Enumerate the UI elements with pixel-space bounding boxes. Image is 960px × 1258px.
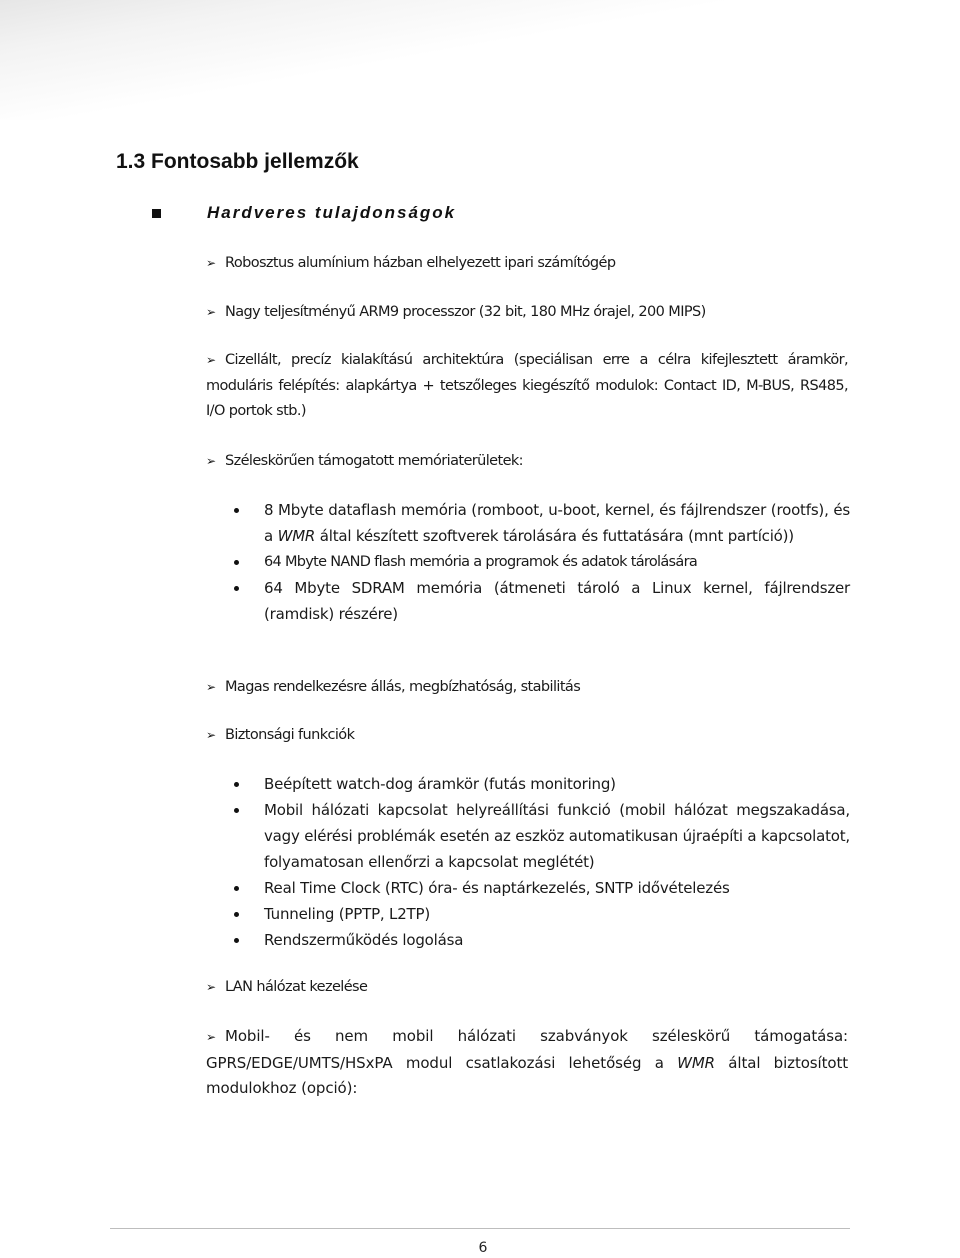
subsection-title: Hardveres tulajdonságok xyxy=(207,203,457,222)
list-item: Rendszerműködés logolása xyxy=(232,927,850,953)
subsection-heading xyxy=(152,203,456,223)
feature-text: Biztonsági funkciók xyxy=(225,727,355,743)
bullet-dot-icon xyxy=(234,508,239,513)
list-item: Beépített watch-dog áramkör (futás monitoring) xyxy=(232,771,850,797)
feature-text: Széleskörűen támogatott memóriaterületek: xyxy=(225,453,523,469)
list-item: Tunneling (PPTP, L2TP) xyxy=(232,901,850,927)
page-number: 6 xyxy=(478,1240,488,1256)
list-item: 64 Mbyte NAND flash memória a programok és adatok tárolására xyxy=(232,549,850,575)
square-bullet-icon xyxy=(152,209,161,218)
feature-item xyxy=(206,300,848,326)
arrow-bullet-icon: ➢ xyxy=(206,454,216,468)
security-list xyxy=(232,771,850,953)
bullet-dot-icon xyxy=(234,560,239,565)
list-item: Real Time Clock (RTC) óra- és naptárkezelés, SNTP idővételezés xyxy=(232,875,850,901)
feature-item xyxy=(206,251,848,277)
list-item: 8 Mbyte dataflash memória (romboot, u-boot, kernel, és fájlrendszer (rootfs), és a WMR által készített szoftverek tárolására és futtatására (mnt partíció)) xyxy=(232,497,850,549)
section-heading: 1.3 Fontosabb jellemzők xyxy=(116,150,359,173)
list-item: Mobil hálózati kapcsolat helyreállítási funkció (mobil hálózat megszakadása, vagy elérési problémák esetén az eszköz automatikusan újraépíti a kapcsolatot, folyamatosan ellenőrzi a kapcsolat meglétét) xyxy=(232,797,850,875)
arrow-bullet-icon: ➢ xyxy=(206,305,216,319)
arrow-bullet-icon: ➢ xyxy=(206,728,216,742)
feature-item: ➢ Mobil- és nem mobil hálózati szabványok széleskörű támogatása: GPRS/EDGE/UMTS/HSxPA modul csatlakozási lehetőség a WMR által biztosított modulokhoz (opció): xyxy=(206,1027,849,1097)
feature-text: Cizellált, precíz kialakítású architektúra (speciálisan erre a célra kifejlesztett áramkör, moduláris felépítés: alapkártya + tetszőleges kiegészítő modulok: Contact ID, M-BUS, RS485, I/O portok stb.) xyxy=(206,352,848,419)
emphasis-wmr: WMR xyxy=(677,1053,715,1072)
footer-divider xyxy=(110,1228,850,1229)
memory-list xyxy=(232,497,850,627)
arrow-bullet-icon: ➢ xyxy=(206,256,216,270)
feature-item xyxy=(206,348,848,425)
feature-text: Robosztus alumínium házban elhelyezett ipari számítógép xyxy=(225,255,616,271)
bullet-dot-icon xyxy=(234,938,239,943)
feature-item xyxy=(206,723,848,749)
arrow-bullet-icon: ➢ xyxy=(206,980,216,994)
arrow-bullet-icon: ➢ xyxy=(206,1030,216,1044)
feature-text: LAN hálózat kezelése xyxy=(225,979,368,995)
bullet-dot-icon xyxy=(234,808,239,813)
arrow-bullet-icon: ➢ xyxy=(206,353,216,367)
feature-text: Magas rendelkezésre állás, megbízhatóság, stabilitás xyxy=(225,679,581,695)
list-item: 64 Mbyte SDRAM memória (átmeneti tároló a Linux kernel, fájlrendszer (ramdisk) részére) xyxy=(232,575,850,627)
bullet-dot-icon xyxy=(234,586,239,591)
arrow-bullet-icon: ➢ xyxy=(206,680,216,694)
page-shadow xyxy=(0,0,960,120)
emphasis-wmr: WMR xyxy=(277,527,316,545)
feature-item xyxy=(206,975,848,1001)
feature-item xyxy=(206,675,848,701)
bullet-dot-icon xyxy=(234,782,239,787)
bullet-dot-icon xyxy=(234,886,239,891)
feature-text: Nagy teljesítményű ARM9 processzor (32 bit, 180 MHz órajel, 200 MIPS) xyxy=(225,304,706,320)
bullet-dot-icon xyxy=(234,912,239,917)
feature-item xyxy=(206,449,848,475)
